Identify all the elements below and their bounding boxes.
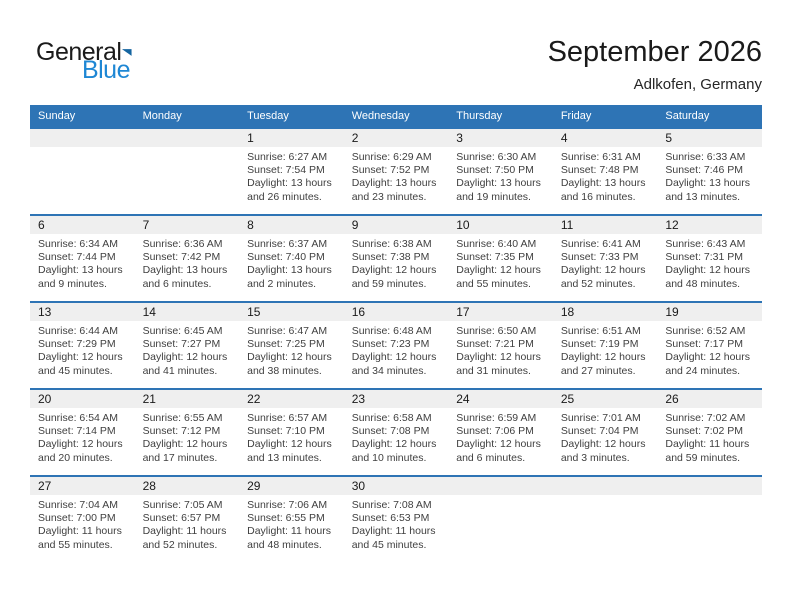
day-cell	[448, 477, 553, 562]
daylight-text: Daylight: 12 hours and 52 minutes.	[560, 264, 646, 290]
calendar-weeks	[30, 127, 762, 562]
sunset-text: Sunset: 7:12 PM	[142, 425, 221, 438]
page-title: September 2026	[547, 36, 762, 68]
day-number: 24	[448, 390, 553, 408]
day-number: 21	[135, 390, 240, 408]
week-row	[30, 301, 762, 388]
sunrise-text: Sunrise: 6:44 AM	[38, 325, 118, 337]
sunrise-text: Sunrise: 6:45 AM	[142, 325, 223, 337]
day-cell	[448, 129, 553, 214]
sunrise-text: Sunrise: 6:52 AM	[665, 325, 746, 337]
day-number: 23	[344, 390, 449, 408]
day-details	[30, 234, 135, 291]
day-details	[344, 495, 449, 552]
sunset-text: Sunset: 7:46 PM	[665, 164, 744, 177]
day-details	[239, 147, 344, 204]
day-number: 1	[239, 129, 344, 147]
day-number	[553, 477, 658, 495]
sunset-text: Sunset: 7:44 PM	[38, 251, 116, 264]
daylight-text: Daylight: 11 hours and 55 minutes.	[38, 525, 122, 551]
sunset-text: Sunset: 6:55 PM	[247, 512, 325, 525]
day-details	[657, 321, 762, 378]
sunrise-text: Sunrise: 6:48 AM	[351, 325, 432, 337]
daylight-text: Daylight: 12 hours and 38 minutes.	[247, 351, 332, 377]
daylight-text: Daylight: 11 hours and 52 minutes.	[142, 525, 227, 551]
day-cell	[553, 216, 658, 301]
sunrise-text: Sunrise: 6:40 AM	[456, 238, 537, 250]
daylight-text: Daylight: 12 hours and 17 minutes.	[142, 438, 228, 464]
day-cell	[135, 129, 240, 214]
daylight-text: Daylight: 12 hours and 3 minutes.	[560, 438, 646, 464]
day-details	[553, 234, 658, 291]
daylight-text: Daylight: 12 hours and 41 minutes.	[142, 351, 228, 377]
day-cell	[30, 129, 135, 214]
day-cell	[344, 390, 449, 475]
day-number	[30, 129, 135, 147]
daylight-text: Daylight: 11 hours and 45 minutes.	[351, 525, 436, 551]
sunrise-text: Sunrise: 7:02 AM	[665, 412, 746, 424]
general-blue-logo	[36, 40, 132, 83]
sunset-text: Sunset: 7:40 PM	[247, 251, 325, 264]
week-row	[30, 214, 762, 301]
day-details	[135, 234, 240, 291]
day-cell	[553, 477, 658, 562]
day-cell	[344, 303, 449, 388]
sunset-text: Sunset: 7:23 PM	[351, 338, 430, 351]
sunset-text: Sunset: 7:10 PM	[247, 425, 325, 438]
sunrise-text: Sunrise: 6:59 AM	[456, 412, 537, 424]
sunrise-text: Sunrise: 6:33 AM	[665, 151, 746, 163]
sunset-text: Sunset: 7:38 PM	[351, 251, 430, 264]
day-number: 18	[553, 303, 658, 321]
day-details	[657, 234, 762, 291]
day-details	[553, 408, 658, 465]
day-details	[30, 408, 135, 465]
sunset-text: Sunset: 7:21 PM	[456, 338, 534, 351]
day-details	[344, 147, 449, 204]
daylight-text: Daylight: 12 hours and 34 minutes.	[351, 351, 437, 377]
sunset-text: Sunset: 7:02 PM	[665, 425, 744, 438]
daylight-text: Daylight: 12 hours and 20 minutes.	[38, 438, 123, 464]
sunrise-text: Sunrise: 6:31 AM	[560, 151, 641, 163]
day-number: 5	[657, 129, 762, 147]
sunrise-text: Sunrise: 6:27 AM	[247, 151, 328, 163]
daylight-text: Daylight: 12 hours and 6 minutes.	[456, 438, 541, 464]
day-cell	[448, 390, 553, 475]
sunset-text: Sunset: 6:53 PM	[351, 512, 430, 525]
logo-text-general: General	[36, 38, 122, 66]
day-details	[135, 408, 240, 465]
day-cell	[657, 129, 762, 214]
day-cell	[239, 477, 344, 562]
sunrise-text: Sunrise: 6:51 AM	[560, 325, 641, 337]
sunset-text: Sunset: 7:14 PM	[38, 425, 116, 438]
day-cell	[135, 477, 240, 562]
day-number	[135, 129, 240, 147]
day-cell	[553, 129, 658, 214]
sunrise-text: Sunrise: 6:34 AM	[38, 238, 118, 250]
day-cell	[344, 129, 449, 214]
day-details	[239, 495, 344, 552]
sunset-text: Sunset: 7:42 PM	[142, 251, 221, 264]
sunrise-text: Sunrise: 6:43 AM	[665, 238, 746, 250]
day-number: 4	[553, 129, 658, 147]
daylight-text: Daylight: 13 hours and 9 minutes.	[38, 264, 123, 290]
sunrise-text: Sunrise: 7:04 AM	[38, 499, 118, 511]
weekday-header: Tuesday	[247, 110, 289, 122]
sunrise-text: Sunrise: 6:29 AM	[351, 151, 432, 163]
day-number: 22	[239, 390, 344, 408]
sunset-text: Sunset: 7:35 PM	[456, 251, 534, 264]
sunset-text: Sunset: 7:06 PM	[456, 425, 534, 438]
day-details	[448, 234, 553, 291]
week-row	[30, 388, 762, 475]
day-details	[553, 147, 658, 204]
day-details	[239, 408, 344, 465]
day-cell	[657, 216, 762, 301]
logo-text-blue: Blue	[81, 56, 130, 84]
day-cell	[135, 216, 240, 301]
day-details	[344, 234, 449, 291]
day-cell	[135, 303, 240, 388]
day-details	[239, 321, 344, 378]
day-cell	[657, 390, 762, 475]
sunrise-text: Sunrise: 6:41 AM	[560, 238, 641, 250]
sunset-text: Sunset: 7:50 PM	[456, 164, 534, 177]
sunset-text: Sunset: 7:54 PM	[247, 164, 325, 177]
day-cell	[448, 303, 553, 388]
day-cell	[553, 303, 658, 388]
daylight-text: Daylight: 13 hours and 13 minutes.	[665, 177, 751, 203]
day-number: 30	[344, 477, 449, 495]
day-number: 3	[448, 129, 553, 147]
day-cell	[553, 390, 658, 475]
day-number: 26	[657, 390, 762, 408]
day-number: 12	[657, 216, 762, 234]
sunrise-text: Sunrise: 6:57 AM	[247, 412, 328, 424]
sunrise-text: Sunrise: 6:47 AM	[247, 325, 328, 337]
day-details	[30, 495, 135, 552]
day-details	[135, 321, 240, 378]
day-details	[135, 495, 240, 552]
day-details	[448, 408, 553, 465]
day-cell	[135, 390, 240, 475]
sunrise-text: Sunrise: 6:58 AM	[351, 412, 432, 424]
daylight-text: Daylight: 12 hours and 31 minutes.	[456, 351, 541, 377]
sunset-text: Sunset: 7:00 PM	[38, 512, 116, 525]
day-number: 27	[30, 477, 135, 495]
day-number: 28	[135, 477, 240, 495]
day-number: 11	[553, 216, 658, 234]
weekday-header: Saturday	[665, 110, 710, 122]
sunset-text: Sunset: 6:57 PM	[142, 512, 221, 525]
daylight-text: Daylight: 13 hours and 19 minutes.	[456, 177, 541, 203]
day-cell	[657, 477, 762, 562]
weekday-header: Wednesday	[351, 110, 410, 122]
day-details	[657, 408, 762, 465]
day-number: 10	[448, 216, 553, 234]
day-details	[657, 147, 762, 204]
weekday-header: Thursday	[456, 110, 503, 122]
sunset-text: Sunset: 7:52 PM	[351, 164, 430, 177]
day-number: 15	[239, 303, 344, 321]
day-cell	[30, 477, 135, 562]
daylight-text: Daylight: 13 hours and 2 minutes.	[247, 264, 332, 290]
sunrise-text: Sunrise: 6:37 AM	[247, 238, 328, 250]
day-details	[239, 234, 344, 291]
day-cell	[30, 390, 135, 475]
calendar-table	[30, 105, 762, 562]
sunset-text: Sunset: 7:29 PM	[38, 338, 116, 351]
daylight-text: Daylight: 13 hours and 26 minutes.	[247, 177, 332, 203]
sunrise-text: Sunrise: 7:08 AM	[351, 499, 432, 511]
day-number: 7	[135, 216, 240, 234]
weekday-header: Sunday	[38, 110, 76, 122]
sunrise-text: Sunrise: 7:05 AM	[142, 499, 223, 511]
day-cell	[30, 216, 135, 301]
day-number: 16	[344, 303, 449, 321]
sunset-text: Sunset: 7:04 PM	[560, 425, 639, 438]
sunrise-text: Sunrise: 6:38 AM	[351, 238, 432, 250]
week-row	[30, 475, 762, 562]
weekday-header: Friday	[560, 110, 592, 122]
daylight-text: Daylight: 11 hours and 59 minutes.	[665, 438, 750, 464]
daylight-text: Daylight: 13 hours and 16 minutes.	[560, 177, 646, 203]
day-details	[448, 147, 553, 204]
daylight-text: Daylight: 13 hours and 6 minutes.	[142, 264, 228, 290]
day-number: 20	[30, 390, 135, 408]
daylight-text: Daylight: 12 hours and 10 minutes.	[351, 438, 437, 464]
day-details	[344, 408, 449, 465]
day-number: 9	[344, 216, 449, 234]
sunrise-text: Sunrise: 7:01 AM	[560, 412, 641, 424]
daylight-text: Daylight: 12 hours and 24 minutes.	[665, 351, 751, 377]
day-number: 17	[448, 303, 553, 321]
sunset-text: Sunset: 7:33 PM	[560, 251, 639, 264]
sunrise-text: Sunrise: 6:54 AM	[38, 412, 118, 424]
day-details	[344, 321, 449, 378]
daylight-text: Daylight: 11 hours and 48 minutes.	[247, 525, 331, 551]
day-cell	[448, 216, 553, 301]
sunset-text: Sunset: 7:31 PM	[665, 251, 744, 264]
day-number	[448, 477, 553, 495]
daylight-text: Daylight: 13 hours and 23 minutes.	[351, 177, 437, 203]
day-cell	[344, 216, 449, 301]
daylight-text: Daylight: 12 hours and 48 minutes.	[665, 264, 751, 290]
daylight-text: Daylight: 12 hours and 13 minutes.	[247, 438, 332, 464]
daylight-text: Daylight: 12 hours and 55 minutes.	[456, 264, 541, 290]
week-row	[30, 127, 762, 214]
day-number	[657, 477, 762, 495]
day-details	[30, 321, 135, 378]
sunrise-text: Sunrise: 6:30 AM	[456, 151, 537, 163]
day-cell	[657, 303, 762, 388]
day-cell	[239, 390, 344, 475]
sunset-text: Sunset: 7:08 PM	[351, 425, 430, 438]
day-number: 6	[30, 216, 135, 234]
weekday-header: Monday	[142, 110, 182, 122]
sunset-text: Sunset: 7:19 PM	[560, 338, 639, 351]
sunrise-text: Sunrise: 7:06 AM	[247, 499, 328, 511]
sunset-text: Sunset: 7:17 PM	[665, 338, 744, 351]
day-number: 29	[239, 477, 344, 495]
day-number: 8	[239, 216, 344, 234]
sunset-text: Sunset: 7:48 PM	[560, 164, 639, 177]
sunset-text: Sunset: 7:27 PM	[142, 338, 221, 351]
daylight-text: Daylight: 12 hours and 45 minutes.	[38, 351, 123, 377]
day-details	[448, 321, 553, 378]
sunset-text: Sunset: 7:25 PM	[247, 338, 325, 351]
day-cell	[344, 477, 449, 562]
day-number: 25	[553, 390, 658, 408]
sunrise-text: Sunrise: 6:50 AM	[456, 325, 537, 337]
day-number: 13	[30, 303, 135, 321]
sunrise-text: Sunrise: 6:36 AM	[142, 238, 223, 250]
day-cell	[30, 303, 135, 388]
day-cell	[239, 303, 344, 388]
day-cell	[239, 216, 344, 301]
day-number: 2	[344, 129, 449, 147]
location-subtitle: Adlkofen, Germany	[633, 76, 762, 93]
daylight-text: Daylight: 12 hours and 59 minutes.	[351, 264, 437, 290]
weekday-header-row	[30, 105, 762, 127]
daylight-text: Daylight: 12 hours and 27 minutes.	[560, 351, 646, 377]
day-cell	[239, 129, 344, 214]
sunrise-text: Sunrise: 6:55 AM	[142, 412, 223, 424]
day-details	[553, 321, 658, 378]
day-number: 19	[657, 303, 762, 321]
day-number: 14	[135, 303, 240, 321]
